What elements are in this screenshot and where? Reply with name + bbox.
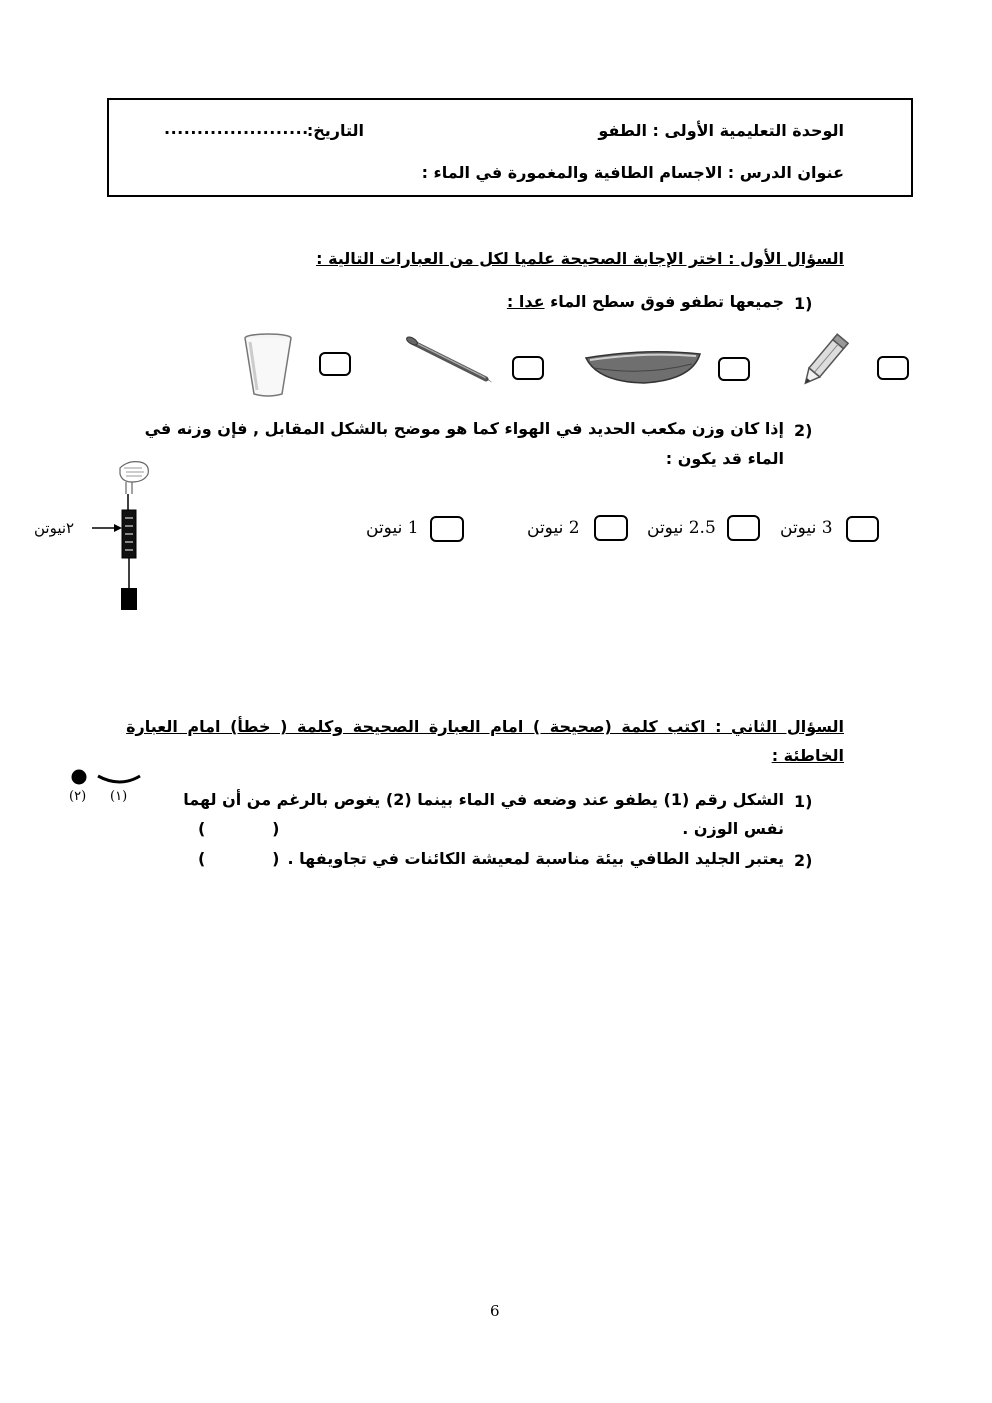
q2-item1-number: 1) xyxy=(794,792,813,811)
choice-box-boat[interactable] xyxy=(718,357,750,381)
page-number: 6 xyxy=(490,1302,500,1320)
choice-box-pencil[interactable] xyxy=(877,356,909,380)
q2-item2-number: 2) xyxy=(794,851,813,870)
option-box-2-5n[interactable] xyxy=(727,515,760,541)
header-box xyxy=(107,98,913,197)
nail-icon xyxy=(404,333,494,385)
q1-item1-text-main: جميعها تطفو فوق سطح الماء xyxy=(550,292,784,311)
shapes-figure-icon xyxy=(66,766,146,788)
pencil-icon xyxy=(796,328,852,394)
lesson-title: عنوان الدرس : الاجسام الطافية والمغمورة في الماء : xyxy=(421,163,844,182)
q1-title: السؤال الأول : اختر الإجابة الصحيحة علميا لكل من العبارات التالية : xyxy=(316,249,844,268)
q1-item1-text xyxy=(384,292,784,311)
option-label-3n: 3 نيوتن xyxy=(780,518,833,538)
spring-scale-icon xyxy=(108,458,156,614)
q2-item2-answer[interactable]: ( ) xyxy=(198,849,280,868)
q1-item2-line2: الماء قد يكون : xyxy=(665,449,784,468)
arrow-right-icon xyxy=(92,522,122,534)
q2-item1-line1: الشكل رقم (1) يطفو عند وضعه في الماء بينما (2) يغوص بالرغم من أن لهما xyxy=(183,790,784,809)
q1-item1-number: 1) xyxy=(794,294,813,313)
figure-label-1: (١) xyxy=(110,789,128,804)
q2-item1-line2: نفس الوزن . xyxy=(682,819,784,838)
option-label-2-5n: 2.5 نيوتن xyxy=(647,518,716,538)
choice-box-nail[interactable] xyxy=(512,356,544,380)
option-label-2n: 2 نيوتن xyxy=(527,518,580,538)
date-label: التاريخ: xyxy=(306,121,364,140)
q2-item2-line1: يعتبر الجليد الطافي بيئة مناسبة لمعيشة الكائنات في تجاويفها . xyxy=(287,849,784,868)
unit-title: الوحدة التعليمية الأولى : الطفو xyxy=(598,121,844,140)
foam-cup-icon xyxy=(242,332,294,398)
scale-reading-label: ٢نيوتن xyxy=(34,519,75,537)
option-box-2n[interactable] xyxy=(594,515,628,541)
q1-item1-text-except: عدا : xyxy=(506,292,545,311)
boat-icon xyxy=(584,350,702,386)
choice-box-cup[interactable] xyxy=(319,352,351,376)
figure-label-2: (٢) xyxy=(69,789,87,804)
option-label-1n: 1 نيوتن xyxy=(366,518,419,538)
q2-title-line2: الخاطئة : xyxy=(771,746,844,765)
option-box-1n[interactable] xyxy=(430,516,464,542)
q1-item2-line1: إذا كان وزن مكعب الحديد في الهواء كما هو موضح بالشكل المقابل , فإن وزنه في xyxy=(144,419,784,438)
date-blank[interactable]: ...................... xyxy=(164,119,309,138)
q1-item2-number: 2) xyxy=(794,421,813,440)
option-box-3n[interactable] xyxy=(846,516,879,542)
q2-item1-answer[interactable]: ( ) xyxy=(198,819,280,838)
q2-title-line1: السؤال الثاني : اكتب كلمة (صحيحة ) امام العبارة الصحيحة وكلمة ( خطأ) امام العبارة xyxy=(126,717,844,736)
